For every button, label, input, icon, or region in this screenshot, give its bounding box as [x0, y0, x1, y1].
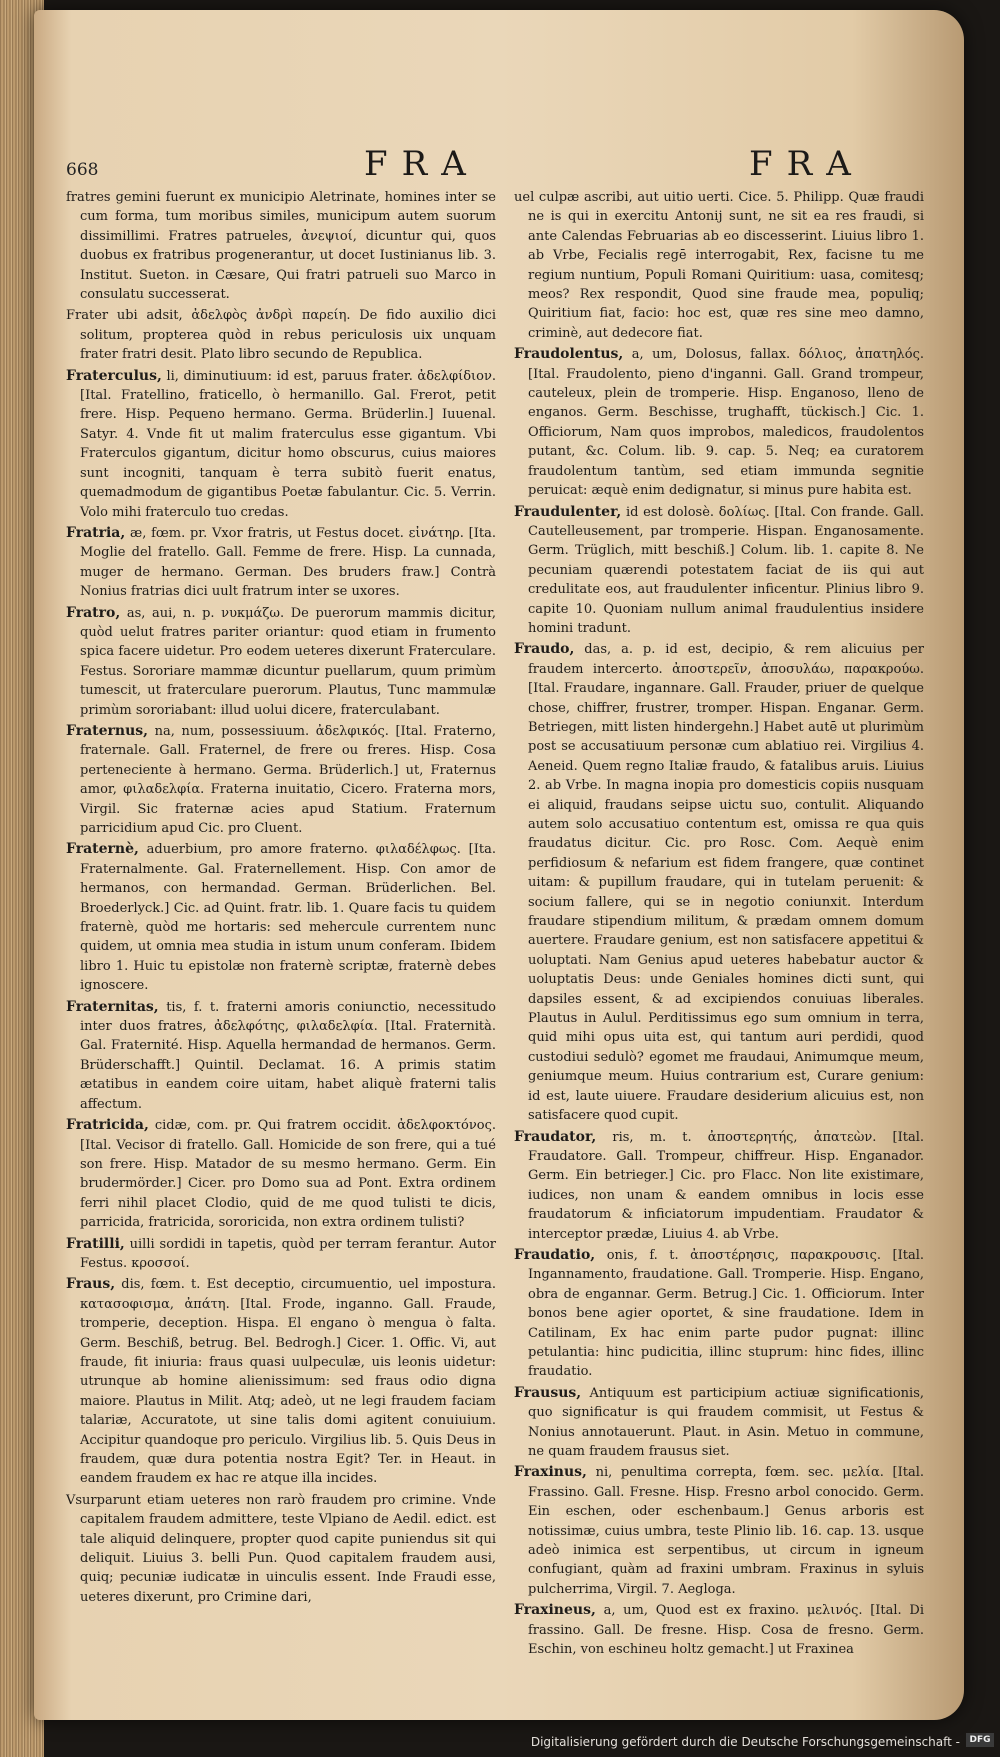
book-page: [34, 10, 964, 1720]
digitization-footer: [0, 1725, 1000, 1757]
entry-text: uel culpæ ascribi, aut uitio uerti. Cice. 5. Philipp. Quæ fraudi ne is qui in exercitu Antonij sunt, ne sit ea res fraudi, si ante Calendas Februarias ab eo discesserint. Liuius libro 1. ab Vrbe, Fecialis regē interrogabit, Rex, facisne tu me regium nuntium, Populi Romani Quiritium: uasa, comitesq; meos? Rex respondit, Quod sine fraude mea, populiq; Quiritium fiat, facio: hoc est, quæ res sine meo damno, criminè, aut dedecore fiat.: [514, 190, 924, 341]
dictionary-entry: [66, 1491, 496, 1607]
entry-headword: Fraternus,: [66, 722, 149, 739]
entry-text: onis, f. t. ἀποστέρησις, παρακρουσις. [Ital. Ingannamento, fraudatione. Gall. Tromperie. Hisp. Engano, obra de engannar. Germ. Betrug.] Cic. 1. Officiorum. Inter bonos bene agier oportet, & sine fraudatione. Idem in Catilinam, Ex hac enim parte pudor pugnat: illinc petulantia: hinc pudicitia, illinc stuprum: hinc fides, illinc fraudatio.: [528, 1247, 924, 1380]
entry-text: Frater ubi adsit, ἀδελφὸς ἀνδρὶ παρείη. De fido auxilio dici solitum, propterea quòd in rebus periculosis uix unquam frater fratri desit. Plato libro secundo de Republica.: [66, 308, 496, 363]
entry-headword: Fraxinus,: [514, 1464, 587, 1481]
entry-headword: Fraternè,: [66, 841, 139, 858]
dictionary-entry: [514, 1463, 924, 1599]
dictionary-entry: [66, 188, 496, 304]
entry-headword: Fraudulenter,: [514, 503, 622, 520]
entry-text: as, aui, n. p. νυκμάζω. De puerorum mammis dicitur, quòd uelut fratres pariter oriantur: quod etiam in frumento spica facere uidetur. Pro eodem ueteres dixerunt Fraterculare. Festus. Sororiare mammæ dicuntur puellarum, quum primùm tumescit, ut fraterculare puerorum. Plautus, Tunc mammulæ primùm sororiabant: illud uolui dicere, fraterculabant.: [80, 605, 496, 718]
dictionary-entry: [66, 840, 496, 995]
entry-text: cidæ, com. pr. Qui fratrem occidit. ἀδελφοκτόνος. [Ital. Vecisor di fratello. Gall. Homicide de son frere, qui a tué son frere. Hisp. Matador de su mesmo hermano. Germ. Ein brudermörder.] Cicer. pro Domo sua ad Pont. Extra ordinem ferri nihil placet Clodio, quid de me quod tulisti te dicis, parricida, fratricida, sororicida, non extra ordinem tulisti?: [80, 1118, 496, 1231]
entry-headword: Fratricida,: [66, 1117, 149, 1134]
entry-text: aduerbium, pro amore fraterno. φιλαδέλφως. [Ita. Fraternalmente. Gal. Fraternellement. Hisp. Con amor de hermanos, con hermandad. German. Brüderlichen. Bel. Broederlyck.] Cic. ad Quint. fratr. lib. 1. Quare facis tu quidem fraternè, quòd me hortaris: sed mehercule currentem nunc quidem, ut omnia mea studia in istum unum conferam. Ibidem libro 1. Huic tu epistolæ non fraternè scriptæ, fraternè debes ignoscere.: [80, 842, 496, 994]
entry-text: na, num, possessiuum. ἀδελφικός. [Ital. Fraterno, fraternale. Gall. Fraternel, de frere ou freres. Hisp. Cosa perteneciente à hermano. Germa. Brüderlich.] ut, Fraternus amor, φιλαδελφία. Fraterna inuitatio, Cicero. Fraterna mors, Virgil. Sic fraternæ acies apud Statium. Fraternum parricidium apud Cic. pro Cluent.: [80, 723, 496, 836]
entry-text: tis, f. t. fraterni amoris coniunctio, necessitudo inter duos fratres, ἀδελφότης, φιλαδελφία. [Ital. Fraternità. Gal. Fraternité. Hisp. Aquella hermandad de hermanos. Germ. Brüderschafft.] Quintil. Declamat. 16. A primis statim ætatibus in eandem coire uitam, habet aliquè fraterni talis affectum.: [80, 999, 496, 1112]
dictionary-entry: [66, 604, 496, 720]
entry-text: Vsurparunt etiam ueteres non rarò fraudem pro crimine. Vnde capitalem fraudem admittere, teste Vlpiano de Aedil. edict. est tale aliquid delinquere, propter quod capite puniendus sit qui deliquit. Liuius 3. belli Pun. Quod capitalem fraudem ausi, quiq; pecuniæ iudicatæ in uinculis essent. Inde Fraudi esse, ueteres dixerunt, pro Crimine dari,: [66, 1492, 496, 1605]
entry-headword: Fraudo,: [514, 641, 575, 658]
entry-headword: Fratilli,: [66, 1235, 125, 1252]
entry-text: fratres gemini fuerunt ex municipio Aletrinate, homines inter se cum forma, tum moribus similes, municipum autem suorum dissimillimi. Fratres patrueles, ἀνεψιοί, dicuntur qui, quos duobus ex fratribus progenerantur, ut docet Iustinianus lib. 3. Institut. Sueton. in Cæsare, Qui fratri patrueli suo Marco in consulatu successerat.: [66, 190, 496, 303]
dictionary-entry: [514, 640, 924, 1125]
entry-headword: Fratria,: [66, 524, 126, 541]
dictionary-entry: [66, 367, 496, 522]
dfg-credit: Digitalisierung gefördert durch die Deutsche Forschungsgemeinschaft -: [530, 1735, 960, 1749]
dictionary-entry: [66, 1235, 496, 1274]
dictionary-entry: [66, 306, 496, 364]
dictionary-entry: [514, 1246, 924, 1382]
running-head-right: FRA: [749, 144, 865, 184]
dictionary-entry: [514, 503, 924, 639]
left-column: [66, 188, 496, 1605]
entry-headword: Frausus,: [514, 1384, 582, 1401]
dictionary-entry: [514, 1601, 924, 1659]
entry-headword: Fraus,: [66, 1276, 116, 1293]
entry-text: æ, fœm. pr. Vxor fratris, ut Festus docet. εἰνάτηρ. [Ita. Moglie del fratello. Gall. Femme de frere. Hisp. La cunnada, muger de hermano. German. Des bruders fraw.] Contrà Nonius fratrias dici uult fratrum inter se uxores.: [80, 525, 496, 600]
dictionary-entry: [514, 1128, 924, 1244]
running-head-left: FRA: [364, 144, 480, 184]
entry-headword: Fraterculus,: [66, 367, 162, 384]
entry-text: ni, penultima correpta, fœm. sec. μελία. [Ital. Frassino. Gall. Fresne. Hisp. Fresno arbol conocido. Germ. Ein eschen, oder eschenbaum.] Genus arboris est notissimæ, cuius umbra, teste Plinio lib. 16. cap. 13. usque adeò inimica est serpentibus, ut circum in igneum confugiant, quàm ad fraxini umbram. Fraxinus in syluis pulcherrima, Virgil. 7. Aegloga.: [528, 1465, 924, 1597]
entry-headword: Fratro,: [66, 604, 121, 621]
entry-text: Antiquum est participium actiuæ significationis, quo significatur is qui fraudem commisit, ut Festus & Nonius annotauerunt. Plaut. in Asin. Metuo in commune, ne quam fraudem frausus siet.: [528, 1385, 924, 1459]
dictionary-entry: [514, 188, 924, 343]
dictionary-entry: [514, 1384, 924, 1462]
entry-text: das, a. p. id est, decipio, & rem alicuius per fraudem intercerto. ἀποστερεῖν, ἀποσυλάω, παρακρούω. [Ital. Fraudare, ingannare. Gall. Frauder, priuer de quelque chose, chiffrer, frustrer, tromper. Hispan. Enganar. Germ. Betriegen, mitt listen hindergehn.] Habet autē ut plurimùm post se accusatiuum personæ cum ablatiuo rei. Virgilius 4. Aeneid. Quem regno Italiæ fraudo, & fatalibus aruis. Liuius 2. ab Vrbe. In magna inopia pro domesticis copiis nusquam ei aliquid, fraudans seipse uictu suo, contulit. Aliquando autem solo accusatiuo contentum est, omissa re qua quis fraudatus dicitur. Cic. pro Rosc. Com. Aequè enim perfidiosum & nefarium est fidem frangere, quæ continet uitam: & pupillum fraudare, qui in tutelam peruenit: & socium fallere, qui se in negotio coniunxit. Interdum fraudare stipendium militum, & prædam omnem domum auertere. Fraudare genium, est non satisfacere appetitui & uoluptati. Nam Genius apud ueteres habebatur auctor & uoluptatis Deus: unde Geniales homines dicti sunt, qui dapsiles essent, & ad excipiendos conuiuas liberales. Plautus in Aulul. Perditissimus ego sum omnium in terra, quid mihi opus uita est, qui tantum auri perdidi, quod custodiui sedulò? egomet me fraudaui, Animumque meum, geniumque meum. Huius contrarium est, Curare genium: id est, laute uiuere. Fraudare desiderium alicuius est, non satisfacere quod cupit.: [528, 642, 924, 1124]
dfg-logo: DFG: [966, 1733, 994, 1747]
page-number: 668: [66, 160, 99, 180]
entry-headword: Fraudolentus,: [514, 346, 624, 363]
right-column: [514, 188, 924, 1658]
dictionary-entry: [66, 524, 496, 602]
entry-text: a, um, Dolosus, fallax. δόλιος, ἀπατηλός. [Ital. Fraudolento, pieno d'inganni. Gall. Grand trompeur, cauteleux, plein de tromperie. Hisp. Enganoso, lleno de enganos. Germ. Beschisse, trughafft, tückisch.] Cic. 1. Officiorum, Nam quos improbos, maledicos, fraudolentos putant, &c. Colum. lib. 9. cap. 5. Neq; ea curatorem fraudolentum tantùm, sed etiam immunda segnitie peruicat: æquè enim dedignatur, si minus pure habita est.: [528, 347, 924, 499]
entry-headword: Fraternitas,: [66, 998, 159, 1015]
dictionary-entry: [66, 1116, 496, 1232]
entry-headword: Fraxineus,: [514, 1602, 596, 1619]
entry-headword: Fraudatio,: [514, 1246, 596, 1263]
entry-text: uilli sordidi in tapetis, quòd per terram ferantur. Autor Festus. κροσσοί.: [80, 1236, 496, 1271]
dictionary-entry: [66, 1275, 496, 1488]
entry-text: li, diminutiuum: id est, paruus frater. ἀδελφίδιον. [Ital. Fratellino, fraticello, ò hermanillo. Gal. Frerot, petit frere. Hisp. Pequeno hermano. Germa. Brüderlin.] Iuuenal. Satyr. 4. Vnde fit ut malim fraterculus esse gigantum. Vbi Fraterculos gigantum, dicitur homo obscurus, cuius maiores sunt incogniti, tanquam è terra subitò fuerit enatus, quemadmodum de gigantibus Poetæ fabulantur. Cic. 5. Verrin. Volo mihi fraterculo tuo credas.: [80, 368, 496, 520]
entry-text: a, um, Quod est ex fraxino. μελινός. [Ital. Di frassino. Gall. De fresne. Hisp. Cosa de fresno. Germ. Eschin, von eschineu holtz gemacht.] ut Fraxinea: [528, 1603, 924, 1658]
dictionary-entry: [66, 722, 496, 838]
entry-text: dis, fœm. t. Est deceptio, circumuentio, uel impostura. κατασοφισμα, ἀπάτη. [Ital. Frode, inganno. Gall. Fraude, tromperie, deception. Hispa. El engano ò mengua ò falta. Germ. Beschiß, betrug. Bel. Bedrogh.] Cicer. 1. Offic. Vi, aut fraude, fit iniuria: fraus quasi uulpeculæ, uis leonis uidetur: utrunque ab homine alienissimum: sed fraus odio digna maiore. Plautus in Milit. Atq; adeò, ut ne legi fraudem faciam talariæ, Accuratote, ut sine talis domi agitent conuiuium. Accipitur quandoque pro periculo. Virgilius lib. 5. Quis Deus in fraudem, quæ dura potentia nostra Egit? Ter. in Heaut. in eandem fraudem ex hac re atque illa incides.: [80, 1277, 496, 1487]
dictionary-entry: [66, 998, 496, 1114]
entry-text: id est dolosè. δολίως. [Ital. Con frande. Gall. Cautelleusement, par tromperie. Hispan. Enganosamente. Germ. Trüglich, mitt beschiß.] Colum. lib. 1. capite 8. Ne pecuniam quærendi potestatem faciat de iis qui aut credulitate eos, aut fraudulenter inficentur. Plinius libro 9. capite 10. Quoniam nullum animal fraudulentius insidere homini tradunt.: [528, 504, 924, 636]
dictionary-entry: [514, 345, 924, 500]
entry-headword: Fraudator,: [514, 1128, 597, 1145]
entry-text: ris, m. t. ἀποστερητής, ἀπατεὼν. [Ital. Fraudatore. Gall. Trompeur, chiffreur. Hisp. Enganador. Germ. Ein betrieger.] Cic. pro Flacc. Non lite existimare, iudices, non unam & eandem omnibus in locis esse fraudatorum & inficiatorum impudentiam. Fraudator & interceptor prædæ, Liuius 4. ab Vrbe.: [528, 1129, 924, 1242]
